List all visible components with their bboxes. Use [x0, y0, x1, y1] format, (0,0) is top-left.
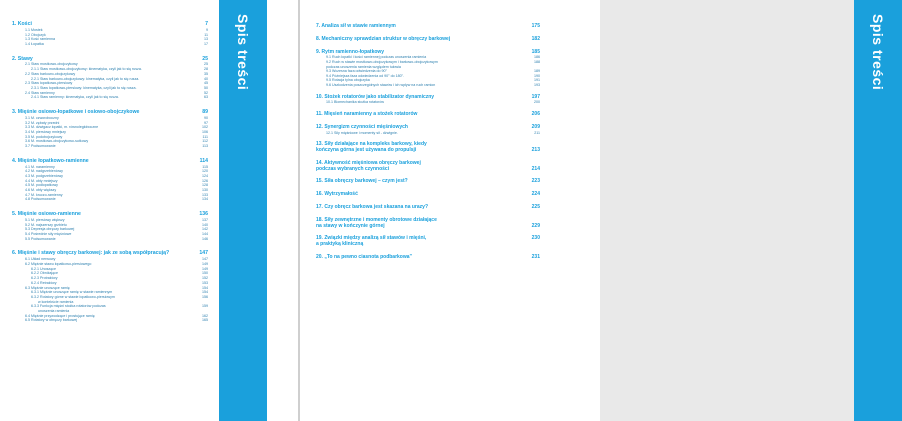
toc-page-number: 115 [202, 164, 208, 169]
toc-entry-title: 4.3 M. podgrzebieniowy [25, 173, 63, 178]
toc-page-number: 17 [204, 41, 208, 46]
toc-entry-title: 6.2.4 Retraktory [31, 280, 57, 285]
toc-entry-title: 5. Mięśnie osiowo-ramienne [12, 211, 81, 218]
toc-page-number: 154 [202, 290, 208, 295]
toc-page-number: 52 [204, 90, 208, 95]
toc-page-number: 197 [531, 93, 540, 100]
toc-entry-title: 4.6 M. obły większy [25, 188, 57, 193]
left-page [0, 0, 298, 421]
toc-subsection-entry [12, 42, 208, 47]
toc-page-number: 25 [202, 55, 208, 62]
toc-page-number: 162 [202, 313, 208, 318]
toc-entry-title: 6.5 Rotatory w obręczy barkowej [25, 318, 78, 323]
toc-page-number: 140 [202, 222, 208, 227]
toc-entry-title: 6.1 Układ nerwowy [25, 257, 56, 262]
toc-page-number: 147 [199, 250, 208, 257]
toc-entry-title: 9.3 Wczesna faza odwiedzenia do 90° [326, 69, 387, 74]
toc-subsection-entry [12, 237, 208, 242]
toc-entry-title: 7. Analiza sił w stawie ramiennym [316, 23, 396, 29]
toc-page-number: 9 [206, 27, 208, 32]
title-band-right [854, 0, 902, 421]
toc-page-number: 11 [204, 32, 208, 37]
toc-page-number: 153 [202, 280, 208, 285]
toc-entry-title: 1.2 Obojczyk [25, 32, 46, 37]
toc-subsection-entry [12, 95, 208, 100]
toc-chapter-entry [316, 205, 540, 211]
toc-entry-title: 5.2 M. najszerszy grzbietu [25, 222, 67, 227]
toc-entry-title: a praktyką kliniczną [316, 241, 364, 248]
toc-entry-title: 3.4 M. piersiowy mniejszy [25, 129, 66, 134]
toc-entry-title: w kontekście ramienia [38, 299, 74, 304]
toc-entry-title: 12. Synergizm czynności mięśniowych [316, 123, 408, 130]
toc-entry-title: 6. Mięśnie i stawy obręczy barkowej: jak ze sobą współpracują? [12, 250, 170, 257]
title-band-left [219, 0, 267, 421]
toc-entry-title: 5.5 Podsumowanie [25, 236, 56, 241]
toc-entry-title: 16. Wytrzymałość [316, 191, 358, 198]
toc-page-number: 231 [531, 253, 540, 260]
toc-heading-right: Spis treści [870, 14, 886, 91]
toc-entry-title: 8. Mechaniczny sprawdzian struktur w obręczy barkowej [316, 35, 451, 42]
toc-page-number: 206 [531, 110, 540, 117]
toc-page-number: 114 [199, 157, 208, 164]
toc-entry-title: 6.3.2 Rotatory górne w stawie łopatkowo-piersiowym [31, 294, 115, 299]
toc-heading-left: Spis treści [235, 14, 251, 91]
toc-page-number: 193 [534, 82, 540, 87]
toc-entry-title: 2.1 Staw mostkowo-obojczykowy [25, 62, 78, 67]
toc-entry-title: 6.2 Mięśnie stawu łopatkowo-piersiowego [25, 261, 92, 266]
toc-entry-title: 9.5 Rotacja tylna obojczyka [326, 78, 370, 83]
toc-entry-title: 6.3.1 Mięśnie unoszące ramię w stawie ramiennym [31, 290, 113, 295]
toc-subsection-entry [12, 318, 208, 323]
toc-entry-title: 2.1.1 Staw mostkowo-obojczykowy: kinematyka, czyli jak to się rusza. [31, 67, 142, 72]
toc-entry-title: 2. Stawy [12, 55, 33, 62]
toc-entry-title: 17. Czy obręcz barkowa jest skazana na urazy? [316, 203, 428, 210]
toc-page-number: 136 [199, 211, 208, 218]
toc-chapter-entry [316, 242, 540, 248]
toc-page-number: 186 [534, 55, 540, 60]
toc-entry-title: 6.4 Mięśnie przywodzące i prostujące ramię [25, 313, 95, 318]
toc-entry-title: 5.1 M. piersiowy większy [25, 217, 65, 222]
toc-page-number: 185 [531, 48, 540, 55]
toc-entry-title: 5.4 Pośrednie siły mięśniowe [25, 232, 72, 237]
toc-entry-title: 4.4 M. obły mniejszy [25, 178, 58, 183]
toc-entry-title: 9.6 Uszkodzenia poszczególnych stawów i ich wpływ na ruch ramion [326, 82, 436, 87]
toc-page-number: 189 [534, 69, 540, 74]
toc-page-number: 229 [531, 222, 540, 229]
toc-page-number: 63 [204, 95, 208, 100]
toc-page-number: 147 [202, 257, 208, 262]
toc-column-left [12, 22, 208, 323]
toc-page-number: 152 [202, 276, 208, 281]
toc-page-number: 144 [202, 232, 208, 237]
toc-entry-title: 6.3 Mięśnie unoszące ramię [25, 285, 70, 290]
toc-entry-title: kończyna górna jest używana do propulsji [316, 146, 417, 153]
toc-page-number: 106 [202, 129, 208, 134]
toc-page-number: 45 [204, 81, 208, 86]
toc-entry-title: 3.3 M. dźwigacz łopatki, m. równoległoboczne [25, 125, 99, 130]
toc-entry-title: 6.2.3 Protraktory [31, 276, 58, 281]
toc-page-number: 165 [202, 318, 208, 323]
toc-page-number: 159 [202, 304, 208, 309]
toc-page-number: 7 [205, 21, 208, 27]
toc-entry-title: 9. Rytm ramienno-łopatkowy [316, 48, 385, 55]
toc-entry-title: 9.4 Późniejsza faza odwiedzenia od 90° do 180°. [326, 73, 404, 78]
toc-entry-title: 4.1 M. naramienny [25, 164, 55, 169]
toc-chapter-entry [316, 179, 540, 185]
toc-entry-title: 3.7 Podsumowanie [25, 144, 56, 149]
toc-page-number: 13 [204, 37, 208, 42]
toc-page-number: 223 [531, 178, 540, 185]
toc-entry-title: podczas unoszenia ramienia względem tułowia [326, 64, 401, 69]
toc-page-number: 120 [202, 169, 208, 174]
toc-page-number: 188 [534, 59, 540, 64]
toc-entry-title: 4. Mięśnie łopatkowo-ramienne [12, 157, 89, 164]
toc-entry-title: 3.5 M. podobojczykowy [25, 134, 63, 139]
toc-entry-title: 6.2.2 Obniżające [31, 271, 58, 276]
toc-entry-title: 6.3.3 Funkcja mięśni stożka rotatorów podczas [31, 304, 106, 309]
toc-entry-title: 10. Stożek rotatorów jako stabilizator dynamiczny [316, 93, 435, 100]
toc-page-number: 214 [531, 165, 540, 172]
toc-page-number: 28 [204, 67, 208, 72]
toc-page-number: 191 [534, 78, 540, 83]
toc-entry-title: 18. Siły zewnętrzne i momenty obrotowe działające [316, 216, 437, 223]
toc-page-number: 40 [204, 76, 208, 81]
toc-entry-title: 3.1 M. czworoboczny [25, 115, 59, 120]
toc-page-number: 126 [202, 178, 208, 183]
toc-page-number: 230 [531, 235, 540, 242]
toc-entry-title: unoszenia ramienia [38, 309, 70, 314]
toc-page-number: 142 [202, 227, 208, 232]
toc-page-number: 97 [204, 120, 208, 125]
toc-entry-title: 4.7 M. kruczo-ramienny [25, 192, 63, 197]
toc-page-number: 124 [202, 173, 208, 178]
toc-page-number: 128 [202, 183, 208, 188]
toc-page-number: 175 [531, 23, 540, 29]
toc-page-number: 224 [531, 191, 540, 198]
toc-page-number: 200 [534, 100, 540, 105]
toc-page-number: 35 [204, 71, 208, 76]
toc-page-number: 190 [534, 73, 540, 78]
toc-entry-title: 3.2 M. zębaty przedni [25, 120, 60, 125]
toc-chapter-entry [316, 224, 540, 230]
toc-subsection-entry [12, 144, 208, 149]
toc-subsection-entry [316, 100, 540, 105]
toc-entry-title: 2.3.1 Staw łopatkowo-piersiowy: kinematyka, czyli jak to się rusza. [31, 85, 137, 90]
toc-entry-title: 9.2 Ruch w stawie mostkowo-obojczykowym i barkowo-obojczykowym [326, 59, 438, 64]
right-page [300, 0, 886, 421]
toc-entry-title: 12.1 Siły mięśniowe i momenty sił - dźwignie. [326, 130, 398, 135]
toc-entry-title: 2.4 Staw ramienny [25, 90, 55, 95]
toc-page-number: 182 [531, 35, 540, 42]
toc-page-number: 25 [204, 62, 208, 67]
toc-page-number: 113 [202, 144, 208, 149]
toc-chapter-entry [316, 148, 540, 154]
toc-page-number: 209 [531, 123, 540, 130]
toc-chapter-entry [316, 167, 540, 173]
toc-entry-title: 19. Związki między analizą sił stawów i mięśni, [316, 235, 427, 242]
toc-page-number: 89 [202, 109, 208, 116]
toc-page-number: 213 [531, 146, 540, 153]
toc-page-number: 149 [202, 266, 208, 271]
toc-subsection-entry [316, 83, 540, 88]
toc-entry-title: 6.2.1 Unoszące [31, 266, 56, 271]
toc-subsection-entry [12, 197, 208, 202]
toc-entry-title: 2.4.1 Staw ramienny: kinematyka, czyli jak to się rusza. [31, 95, 119, 100]
toc-entry-title: 2.3 Staw łopatkowo-piersiowy [25, 81, 73, 86]
toc-entry-title: 13. Siły działające na kompleks barkowy, kiedy [316, 141, 427, 148]
toc-page-number: 149 [202, 261, 208, 266]
toc-chapter-entry [316, 24, 540, 30]
toc-entry-title: 3. Mięśnie osiowo-łopatkowe i osiowo-obojczykowe [12, 109, 140, 116]
toc-page-number: 146 [202, 236, 208, 241]
toc-entry-title: 4.2 M. nadgrzebieniowy [25, 169, 63, 174]
toc-entry-title: na stawy w kończynie górnej [316, 222, 385, 229]
toc-page-number: 134 [202, 197, 208, 202]
toc-subsection-entry [316, 131, 540, 136]
toc-page-number: 211 [534, 130, 540, 135]
toc-column-right [316, 24, 540, 261]
toc-entry-title: 1.3 Kość ramienna [25, 37, 55, 42]
toc-entry-title: 14. Aktywność mięśniowa obręczy barkowej [316, 159, 421, 166]
toc-entry-title: 4.8 Podsumowanie [25, 197, 56, 202]
toc-chapter-entry [316, 112, 540, 118]
toc-entry-title: 2.2.1 Staw barkowo-obojczykowy: kinematyka, czyli jak to się rusza. [31, 76, 140, 81]
toc-entry-title: 11. Mięsień naramienny a stożek rotatorów [316, 110, 418, 117]
toc-page-number: 137 [202, 217, 208, 222]
toc-entry-title: 1. Kości [12, 21, 32, 27]
toc-entry-title: 2.2 Staw barkowo-obojczykowy [25, 71, 76, 76]
toc-page-number: 50 [204, 85, 208, 90]
toc-page-number: 111 [202, 134, 208, 139]
toc-page-number: 90 [204, 115, 208, 120]
toc-chapter-entry [316, 255, 540, 261]
toc-entry-title: 9.1 Ruch łopatki i kości ramiennej podczas unoszenia ramienia [326, 55, 427, 60]
toc-entry-title: 15. Siła obręczy barkowej – czym jest? [316, 178, 408, 185]
toc-page-number: 112 [202, 139, 208, 144]
toc-entry-title: podczas wybranych czynności [316, 165, 390, 172]
toc-page-number: 150 [202, 271, 208, 276]
toc-page-number: 154 [202, 285, 208, 290]
toc-page-number: 102 [202, 125, 208, 130]
toc-entry-title: 3.6 M. mostkowo-obojczykowo-sutkowy [25, 139, 89, 144]
toc-entry-title: 1.1 Mostek [25, 27, 43, 32]
toc-entry-title: 4.5 M. podłopatkowy [25, 183, 58, 188]
toc-page-number: 225 [531, 203, 540, 210]
toc-entry-title: 20. „To na pewno ciasnota podbarkowa” [316, 253, 413, 260]
toc-page-number: 133 [202, 192, 208, 197]
toc-entry-title: 5.3 Depresja obręczy barkowej [25, 227, 75, 232]
toc-entry-title: 10.1 Biomechanika stożka rotatorów [326, 100, 384, 105]
toc-chapter-entry [316, 37, 540, 43]
toc-page-number: 156 [202, 294, 208, 299]
toc-page-number: 130 [202, 188, 208, 193]
toc-chapter-entry [316, 192, 540, 198]
toc-entry-title: 1.4 Łopatka [25, 41, 44, 46]
